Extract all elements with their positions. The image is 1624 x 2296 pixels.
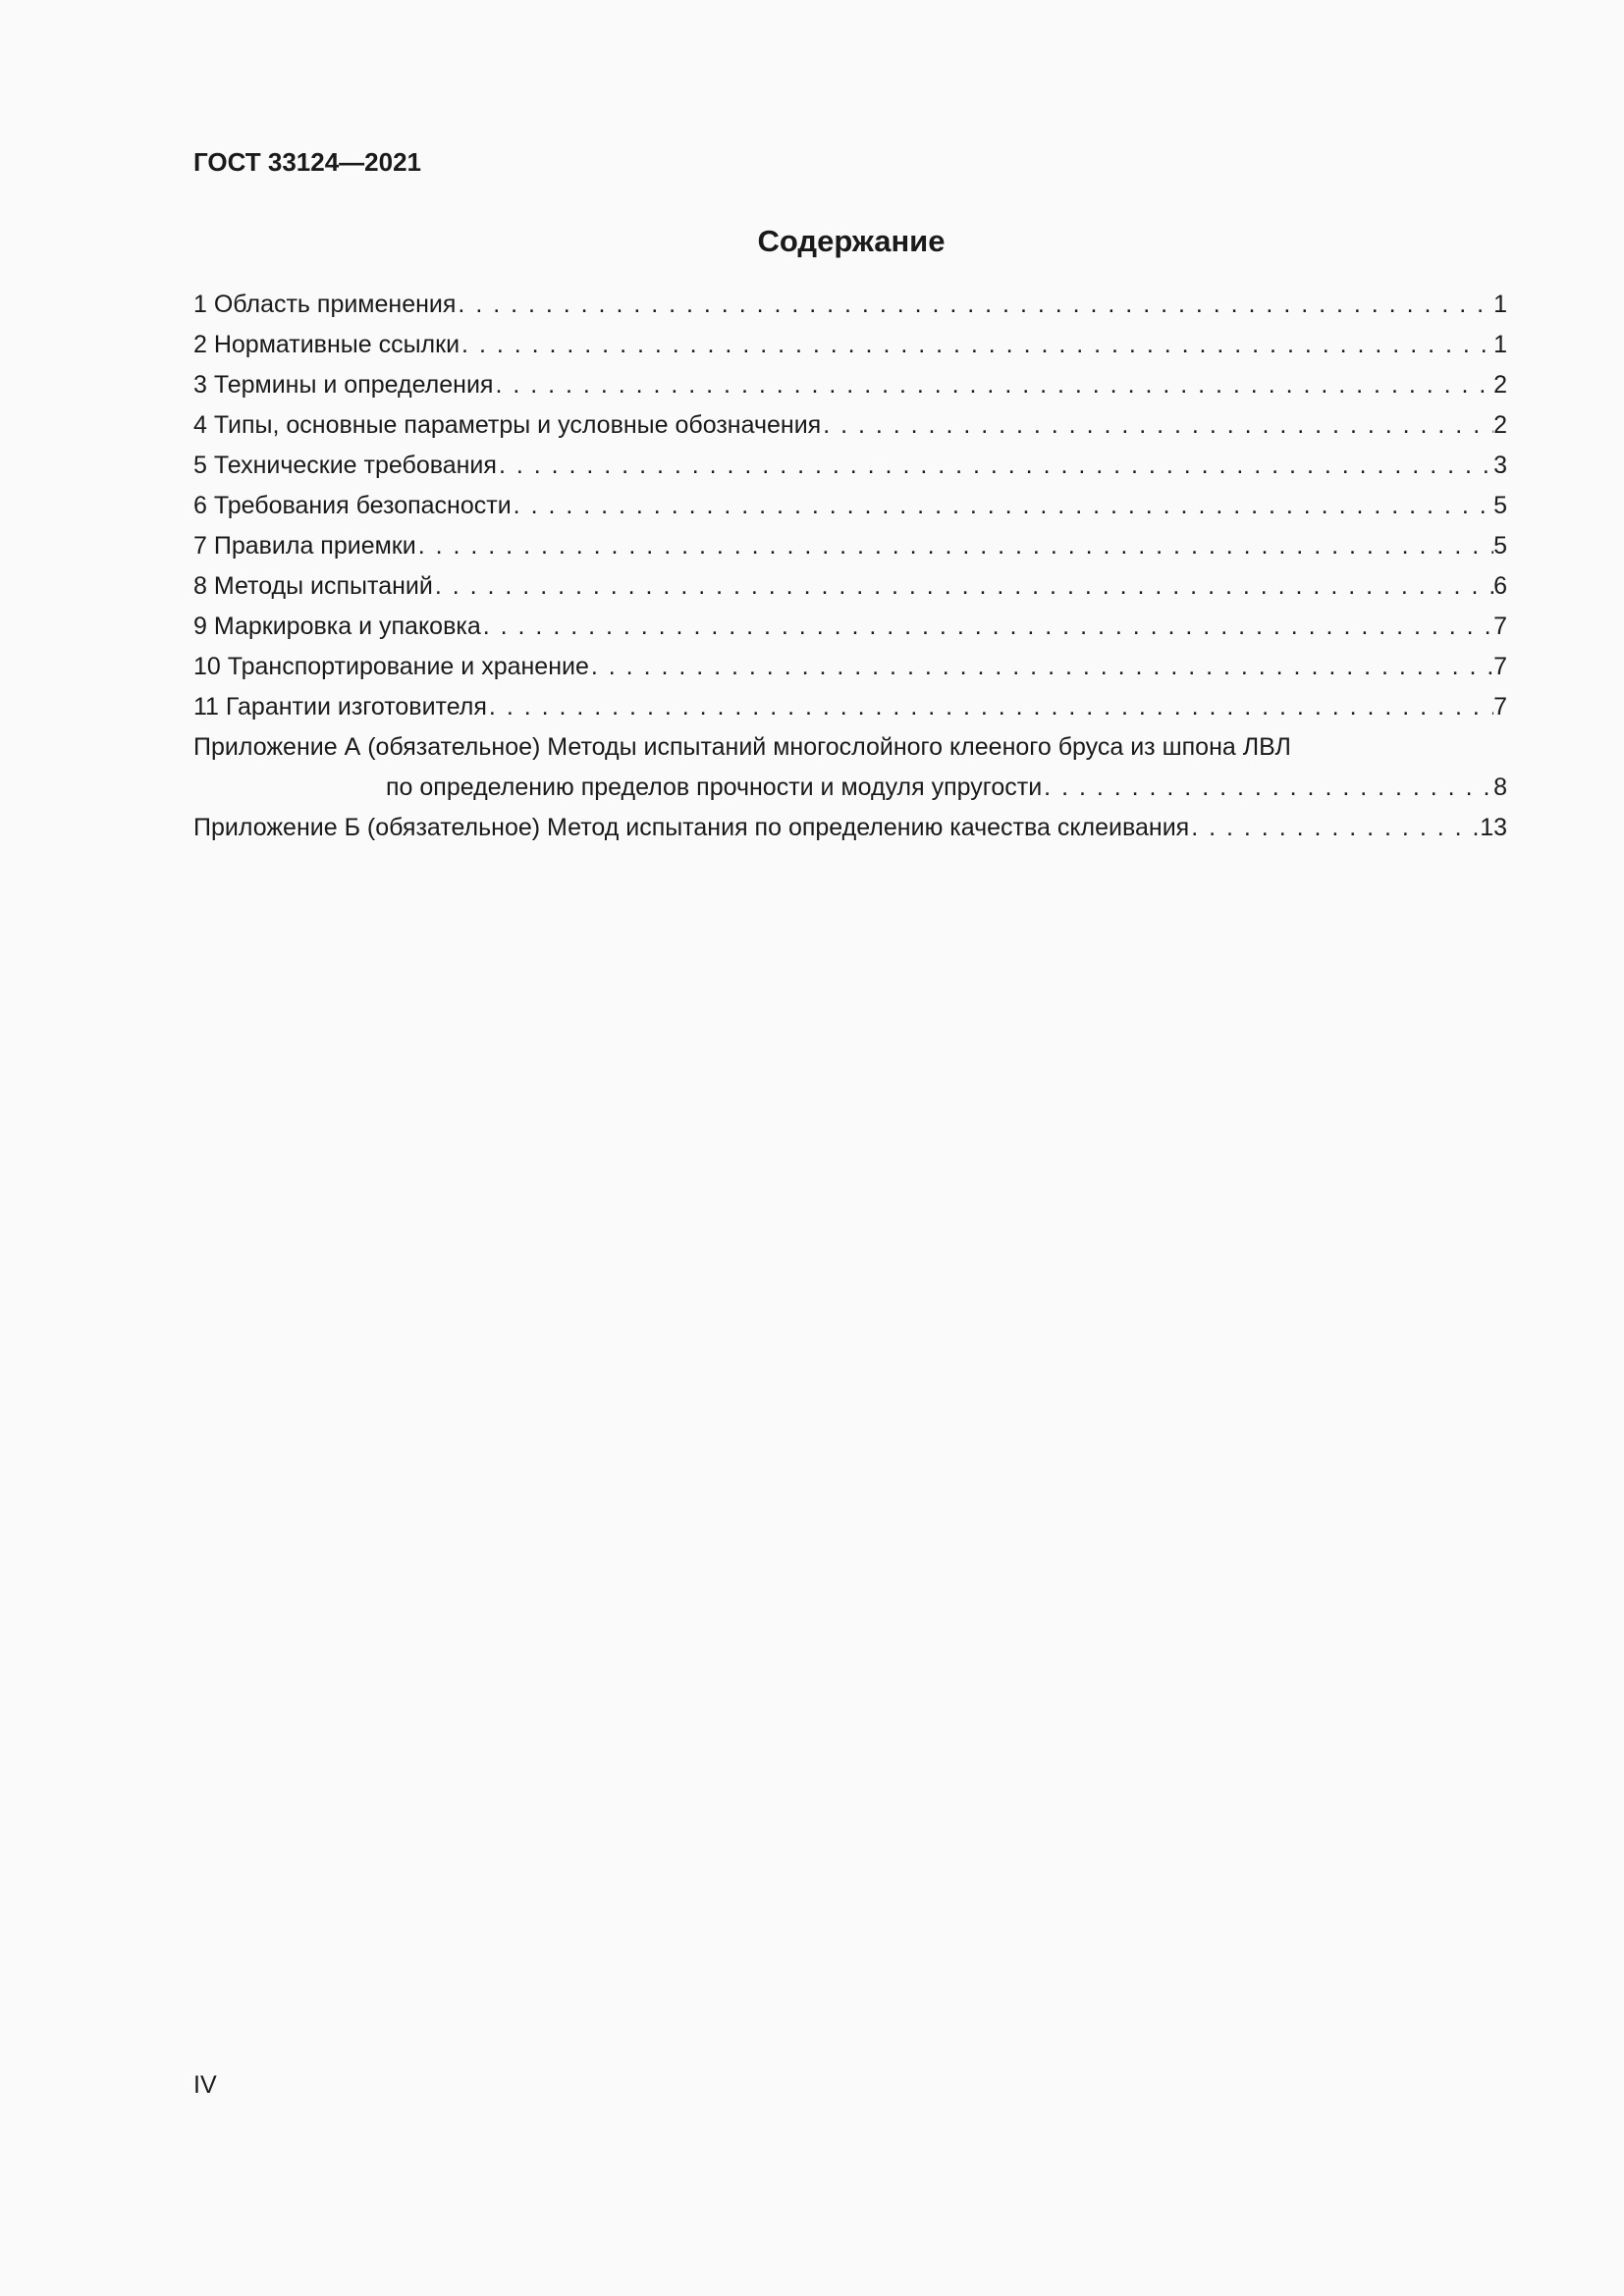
dot-leader [460,325,1493,365]
dot-leader [487,687,1493,727]
toc-entry[interactable] [193,446,1507,486]
toc-entry[interactable] [193,526,1507,566]
toc-entry-page: 1 [1493,331,1507,358]
toc-entry-label: по определению пределов прочности и модуля упругости [386,774,1043,801]
dot-leader [589,647,1493,687]
toc-entry-label: 7 Правила приемки [193,532,416,560]
toc-entry-label: Приложение Б (обязательное) Метод испытания по определению качества склеивания [193,814,1190,841]
toc-entry-label: 6 Требования безопасности [193,492,512,519]
toc-entry[interactable] [193,405,1507,446]
toc-entry-page: 5 [1493,492,1507,519]
toc-entry-page: 3 [1493,452,1507,479]
dot-leader [481,607,1493,647]
dot-leader [497,446,1493,486]
dot-leader [433,566,1493,607]
toc-entry-page: 6 [1493,572,1507,600]
toc-entry-page: 7 [1493,653,1507,680]
toc-entry-page: 7 [1493,613,1507,640]
document-code: ГОСТ 33124—2021 [193,147,421,177]
dot-leader [416,526,1493,566]
toc-entry-label: 9 Маркировка и упаковка [193,613,481,640]
toc-entry[interactable] [193,727,1507,768]
toc-entry-continuation[interactable] [193,768,1507,808]
toc-entry-page: 8 [1493,774,1507,801]
toc-entry-label: 5 Технические требования [193,452,497,479]
toc-entry-page: 13 [1480,814,1507,841]
toc-entry-page: 5 [1493,532,1507,560]
toc-entry[interactable] [193,808,1507,848]
toc-entry-label: 10 Транспортирование и хранение [193,653,589,680]
dot-leader [1042,768,1493,808]
toc-entry-label: 3 Термины и определения [193,371,494,399]
toc-entry[interactable] [193,486,1507,526]
toc-entry-label: 2 Нормативные ссылки [193,331,460,358]
page-number: IV [193,2071,217,2099]
toc-entry-label: 11 Гарантии изготовителя [193,693,487,721]
toc-entry-page: 2 [1493,371,1507,399]
toc-entry-label: 1 Область применения [193,291,457,318]
toc-entry[interactable] [193,647,1507,687]
dot-leader [456,285,1493,325]
toc-entry[interactable] [193,325,1507,365]
page-title: Содержание [757,224,946,258]
toc-entry-page: 1 [1493,291,1507,318]
toc-entry-page: 7 [1493,693,1507,721]
toc-entry-label: 4 Типы, основные параметры и условные обозначения [193,411,822,439]
toc-entry[interactable] [193,365,1507,405]
dot-leader [821,405,1493,446]
dot-leader [493,365,1493,405]
dot-leader [1189,808,1480,848]
toc-entry[interactable] [193,687,1507,727]
dot-leader [512,486,1493,526]
table-of-contents [193,285,1507,848]
toc-entry-label: Приложение А (обязательное) Методы испытаний многослойного клееного бруса из шпона ЛВЛ [193,733,1291,761]
toc-entry[interactable] [193,607,1507,647]
toc-entry-label: 8 Методы испытаний [193,572,433,600]
toc-entry[interactable] [193,566,1507,607]
toc-entry[interactable] [193,285,1507,325]
toc-entry-page: 2 [1493,411,1507,439]
